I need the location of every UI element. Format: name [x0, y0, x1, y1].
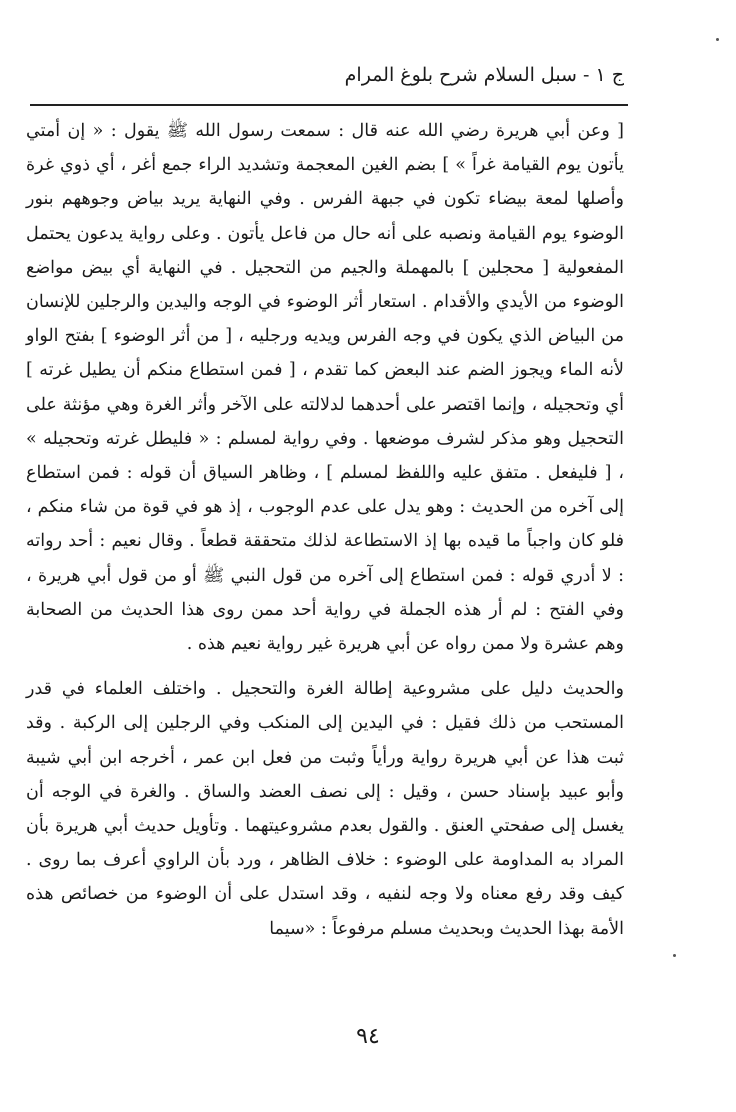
running-header: ج ١ - سبل السلام شرح بلوغ المرام: [344, 64, 624, 86]
main-text: [26, 114, 624, 946]
scan-speck: [716, 38, 719, 41]
page-number: ٩٤: [356, 1024, 380, 1049]
paragraph-ruling-discussion: والحديث دليل على مشروعية إطالة الغرة والتحجيل . واختلف العلماء في قدر المستحب من ذلك فقيل : في اليدين إلى المنكب وفي الرجلين إلى الركبة . وقد ثبت هذا عن أبي هريرة رواية ورأياً وثبت من فعل ابن عمر ، أخرجه ابن أبي شيبة وأبو عبيد بإسناد حسن ، وقيل : إلى نصف العضد والساق . والغرة في الوجه أن يغسل إلى صفحتي العنق . والقول بعدم مشروعيتهما . وتأويل حديث أبي هريرة بأن المراد به المداومة على الوضوء : خلاف الظاهر ، ورد بأن الراوي أعرف بما روى . كيف وقد رفع معناه ولا وجه لنفيه ، وقد استدل على أن الوضوء من خصائص هذه الأمة بهذا الحديث وبحديث مسلم مرفوعاً : «سيما: [26, 679, 624, 939]
scan-speck: [673, 954, 676, 957]
header-divider: [30, 104, 628, 106]
paragraph-hadith-commentary: [ وعن أبي هريرة رضي الله عنه قال : سمعت رسول الله ﷺ يقول : « إن أمتي يأتون يوم القيامة غراً » ] بضم الغين المعجمة وتشديد الراء جمع أغر ، أي ذوي غرة وأصلها لمعة بيضاء تكون في جبهة الفرس . وفي النهاية يريد بياض وجوههم بنور الوضوء يوم القيامة ونصبه على أنه حال من فاعل يأتون . وعلى رواية يدعون يحتمل المفعولية [ محجلين ] بالمهملة والجيم من التحجيل . في النهاية أي بيض مواضع الوضوء من الأيدي والأقدام . استعار أثر الوضوء في الوجه واليدين والرجلين للإنسان من البياض الذي يكون في وجه الفرس ويديه ورجليه ، [ من أثر الوضوء ] بفتح الواو لأنه الماء ويجوز الضم عند البعض كما تقدم ، [ فمن استطاع منكم أن يطيل غرته ] أي وتحجيله ، وإنما اقتصر على أحدهما لدلالته على الآخر وأثر الغرة وهي مؤنثة على التحجيل وهو مذكر لشرف موضعها . وفي رواية لمسلم : « فليطل غرته وتحجيله » ، [ فليفعل . متفق عليه واللفظ لمسلم ] ، وظاهر السياق أن قوله : فمن استطاع إلى آخره من الحديث : وهو يدل على عدم الوجوب ، إذ هو في قوة من شاء منكم ، فلو كان واجباً ما قيده بها إذ الاستطاعة لذلك متحققة قطعاً . وقال نعيم : أحد رواته : لا أدري قوله : فمن استطاع إلى آخره من قول النبي ﷺ أو من قول أبي هريرة ، وفي الفتح : لم أر هذه الجملة في رواية أحد ممن روى هذا الحديث من الصحابة وهم عشرة ولا ممن رواه عن أبي هريرة غير رواية نعيم هذه .: [26, 121, 624, 655]
